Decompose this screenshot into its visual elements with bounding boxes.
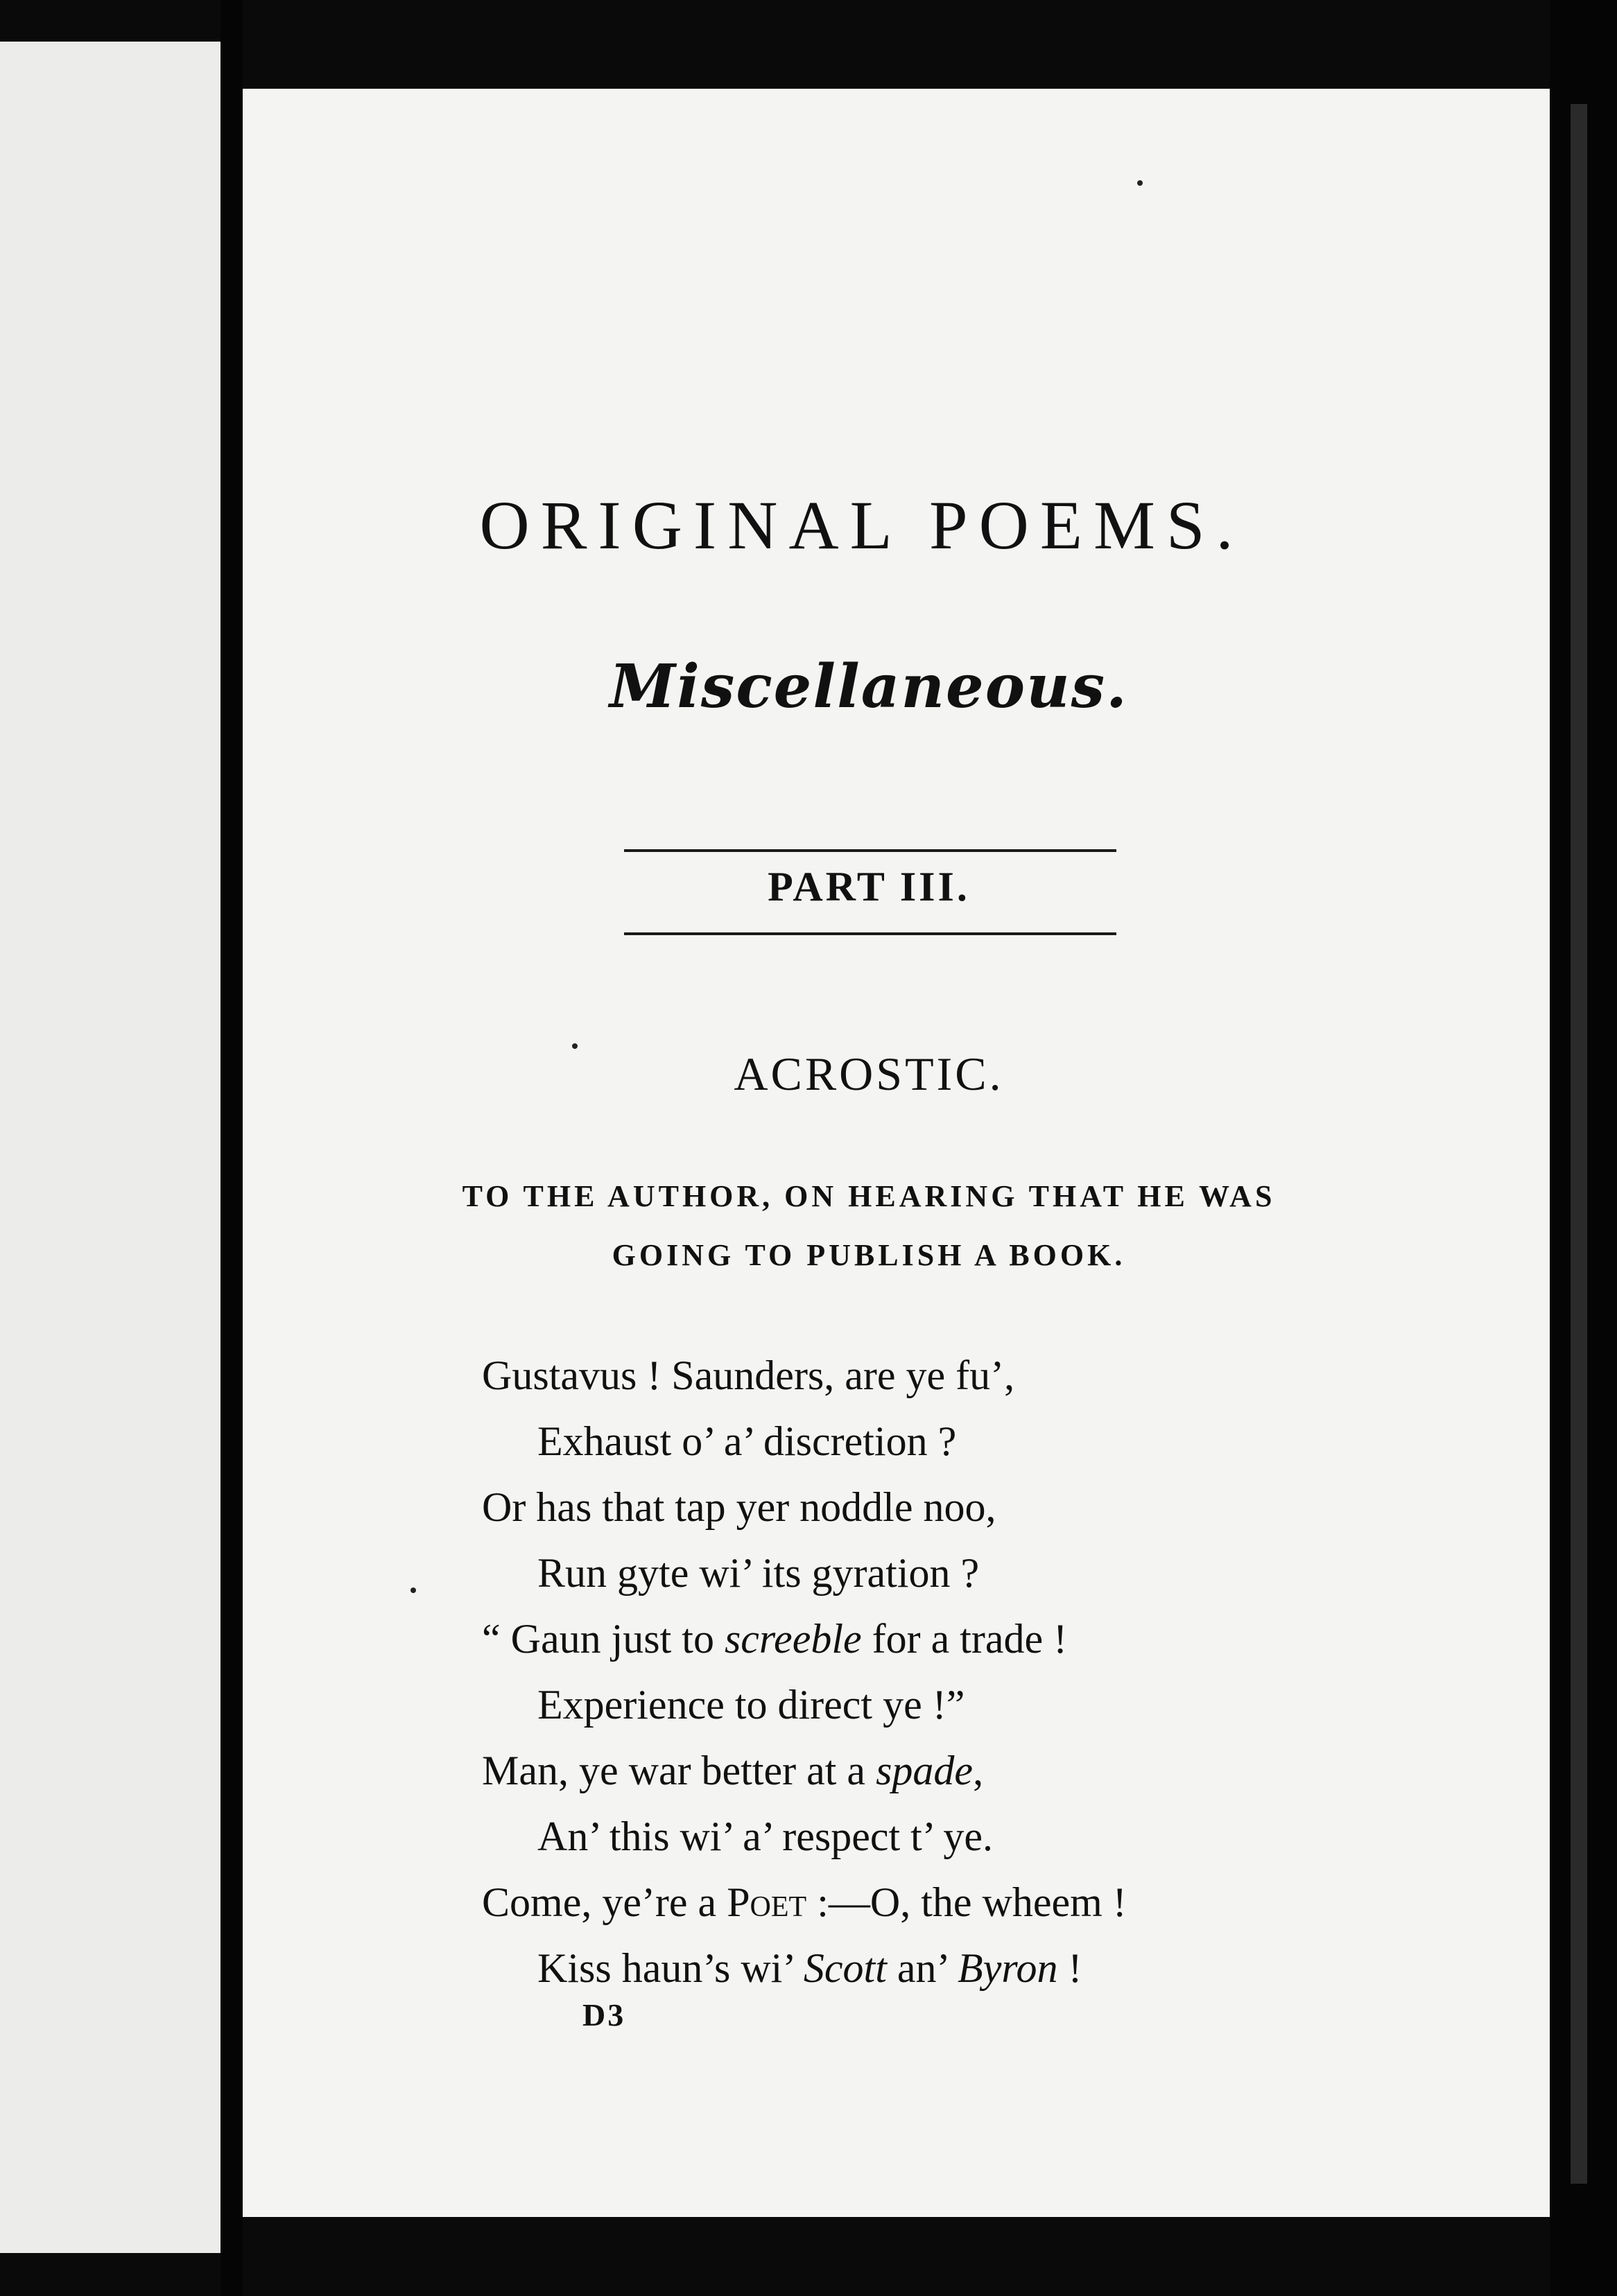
poem-line: Experience to direct ye !” [537,1682,965,1728]
part-label: PART III. [768,864,970,910]
ink-speck [410,1588,416,1593]
poem-line: Come, ye’re a Poet :—O, the wheem ! [482,1879,1127,1925]
dedication-line-2: GOING TO PUBLISH A BOOK. [612,1238,1126,1272]
ink-speck [1137,180,1143,186]
rule-bottom [624,932,1116,935]
rule-top [624,849,1116,852]
dedication-line-1: TO THE AUTHOR, ON HEARING THAT HE WAS [462,1179,1276,1213]
poem-line: Gustavus ! Saunders, are ye fu’, [482,1353,1015,1398]
poem-line: An’ this wi’ a’ respect t’ ye. [537,1814,993,1859]
poem-line: “ Gaun just to screeble for a trade ! [482,1616,1068,1662]
signature-mark: D3 [582,1997,626,2033]
poem-line: Or has that tap yer noddle noo, [482,1484,996,1530]
page-title: ORIGINAL POEMS. [479,487,1245,564]
page-edge [1550,0,1617,2296]
poem-line: Run gyte wi’ its gyration ? [537,1550,980,1596]
facing-page [0,42,220,2253]
poem-heading: ACROSTIC. [734,1047,1004,1100]
poem-line: Man, ye war better at a spade, [482,1748,984,1793]
section-subtitle: Miscellaneous. [609,652,1128,722]
poem-line: Kiss haun’s wi’ Scott an’ Byron ! [537,1945,1082,1991]
poem-line: Exhaust o’ a’ discretion ? [537,1418,957,1464]
book-gutter [220,0,243,2296]
ink-speck [572,1043,578,1049]
